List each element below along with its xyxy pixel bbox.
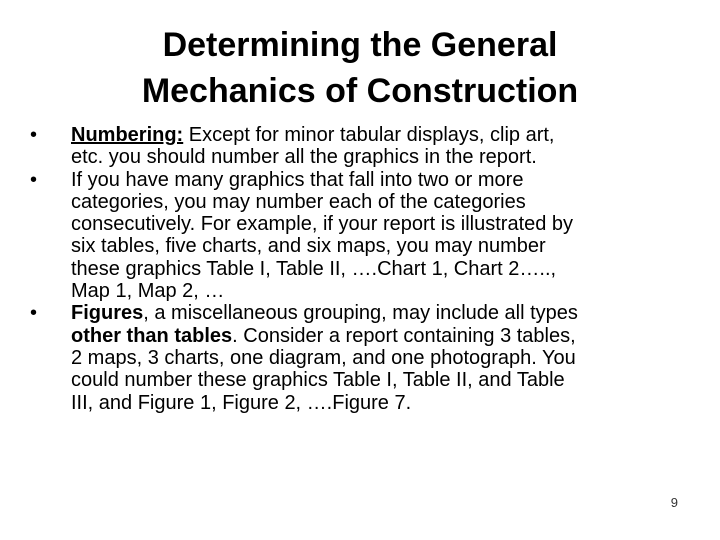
bullet-figures: [30, 302, 690, 413]
bullet-list: [30, 124, 690, 414]
bullet-marker: •: [30, 124, 38, 146]
bullet-line: etc. you should number all the graphics in the report.: [71, 146, 537, 169]
bullet-line: six tables, five charts, and six maps, you may number: [71, 235, 546, 258]
slide-title-line-2: Mechanics of Construction: [141, 72, 579, 110]
bullet-line: [71, 302, 690, 324]
bullet-line: Map 1, Map 2, …: [71, 280, 225, 303]
bullet-text: Except for minor tabular displays, clip art,: [183, 124, 555, 146]
slide-title-line-1: Determining the General: [162, 26, 558, 64]
slide-title: [40, 22, 680, 114]
bullet-line: [71, 124, 690, 146]
bullet-line: 2 maps, 3 charts, one diagram, and one photograph. You: [71, 346, 576, 369]
bullet-line: [71, 325, 690, 347]
bullet-text: . Consider a report containing 3 tables,: [232, 324, 576, 347]
bullet-numbering: [30, 124, 690, 169]
numbering-label: Numbering:: [71, 124, 184, 146]
figures-label: Figures: [71, 302, 144, 325]
page-number: 9: [670, 495, 678, 510]
bullet-line: categories, you may number each of the categories: [71, 190, 526, 213]
bullet-line: If you have many graphics that fall into two or more: [71, 168, 524, 191]
bullet-line: these graphics Table I, Table II, ….Chart 1, Chart 2…..,: [71, 257, 557, 280]
bullet-line: could number these graphics Table I, Table II, and Table: [71, 369, 565, 392]
bullet-line: III, and Figure 1, Figure 2, ….Figure 7.: [71, 391, 412, 414]
bullet-text: , a miscellaneous grouping, may include all types: [143, 302, 578, 325]
bullet-marker: •: [30, 302, 38, 325]
bullet-marker: •: [30, 168, 38, 191]
other-than-tables-label: other than tables: [71, 324, 233, 347]
bullet-line: consecutively. For example, if your report is illustrated by: [71, 213, 574, 236]
bullet-categories: [30, 169, 690, 303]
